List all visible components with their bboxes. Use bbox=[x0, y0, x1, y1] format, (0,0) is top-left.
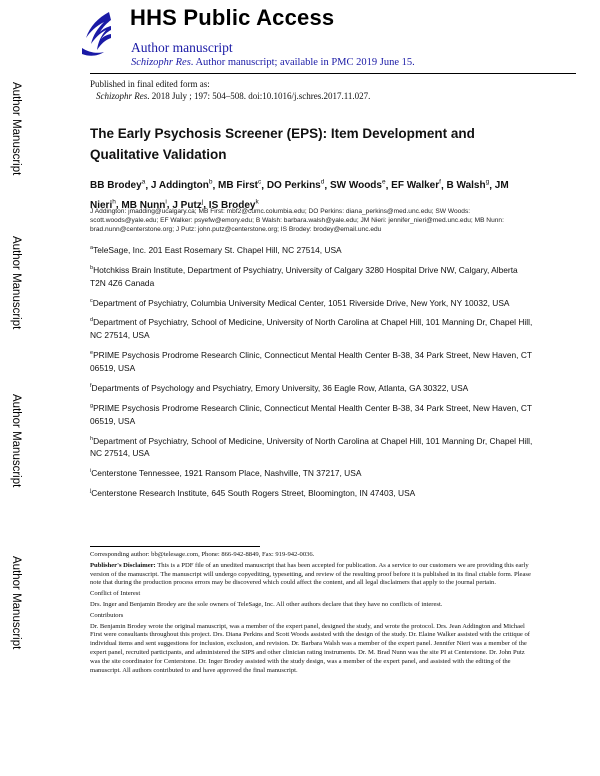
affiliation-mark: b bbox=[90, 264, 94, 271]
author-affiliation-mark: a bbox=[141, 179, 146, 186]
affiliation-text: Department of Psychiatry, Columbia University Medical Center, 1051 Riverside Drive, New York, NY 10032, USA bbox=[92, 297, 510, 308]
affiliation-list bbox=[90, 242, 535, 505]
affiliation bbox=[90, 400, 535, 428]
affiliation-text: Centerstone Tennessee, 1921 Ransom Place, Nashville, TN 37217, USA bbox=[91, 468, 362, 479]
affiliation-mark: h bbox=[90, 435, 94, 442]
conflict-text: Drs. Inger and Benjamin Brodey are the sole owners of TeleSage, Inc. All other authors declare that they have no conflicts of interest. bbox=[90, 600, 443, 608]
disclaimer-label: Publisher's Disclaimer: bbox=[90, 561, 156, 569]
author-affiliation-mark: d bbox=[320, 179, 325, 186]
affiliation-text: Department of Psychiatry, School of Medicine, University of North Carolina at Chapel Hill, 101 Manning Dr, Chapel Hill, NC 27514, USA bbox=[90, 317, 533, 341]
author-emails: J Addington: jmadding@ucalgary.ca; MB First: mbf2@cumc.columbia.edu; DO Perkins: diana_perkins@med.unc.edu; SW Woods: scott.woods@yale.edu; EF Walker: psyefw@emory.edu; B Walsh: barbara.walsh@yale.edu; JM Nieri: jennifer_nieri@med.unc.edu; MB Nunn: brad.nunn@centerstone.org; J Putz: john.putz@centerstone.org; IS Brodey: brodey@email.unc.edu bbox=[90, 208, 504, 233]
author-name: SW Woods bbox=[329, 180, 382, 192]
corresponding-author: Corresponding author: bb@telesage.com, Phone: 866-942-8849, Fax: 919-942-0036. bbox=[90, 551, 315, 558]
side-banner-3: Author Manuscript bbox=[10, 394, 22, 488]
published-citation bbox=[90, 90, 370, 102]
affiliation bbox=[90, 347, 535, 375]
header-citation-rest: . Author manuscript; available in PMC 2019 June 15. bbox=[190, 57, 415, 68]
affiliation bbox=[90, 465, 535, 480]
affiliation-mark: a bbox=[90, 245, 94, 251]
affiliation bbox=[90, 433, 535, 461]
author-name: IS Brodey bbox=[208, 199, 256, 211]
published-details: . 2018 July ; 197: 504–508. doi:10.1016/j.schres.2017.11.027. bbox=[147, 91, 371, 101]
affiliation bbox=[90, 485, 535, 500]
header-citation bbox=[131, 57, 415, 68]
author-name: MB Nunn bbox=[121, 199, 166, 211]
affiliation-mark: e bbox=[90, 350, 94, 357]
side-banner-2: Author Manuscript bbox=[10, 236, 22, 330]
author-affiliation-mark: e bbox=[381, 179, 386, 186]
author-affiliation-mark: b bbox=[208, 179, 213, 186]
conflict-label: Conflict of Interest bbox=[90, 590, 141, 598]
author bbox=[330, 180, 386, 191]
author-name: DO Perkins bbox=[266, 180, 321, 192]
header-journal: Schizophr Res bbox=[131, 57, 191, 68]
header-title: HHS Public Access bbox=[130, 5, 335, 30]
affiliation bbox=[90, 380, 535, 395]
published-label: Published in final edited form as: bbox=[90, 79, 210, 89]
author-name: MB First bbox=[218, 180, 259, 192]
affiliation-mark: d bbox=[90, 317, 94, 324]
author-name: J Addington bbox=[150, 180, 209, 192]
affiliation-text: Hotchkiss Brain Institute, Department of Psychiatry, University of Calgary 3280 Hospital Drive NW, Calgary, Alberta T2N 4Z6 Canada bbox=[90, 264, 518, 288]
disclaimer-text: This is a PDF file of an unedited manuscript that has been accepted for publication. As a service to our customers we are providing this early version of the manuscript. The manuscript will undergo copyediting, typesetting, and review of the resulting proof before it is published in its final citable form. Please note that during the production process errors may be discovered which could affect the content, and all legal disclaimers that apply to the journal pertain. bbox=[90, 561, 531, 587]
author bbox=[447, 180, 490, 191]
affiliation bbox=[90, 295, 535, 310]
contributors-label: Contributors bbox=[90, 611, 124, 619]
author-affiliation-mark: h bbox=[112, 198, 116, 206]
side-banner-1: Author Manuscript bbox=[10, 82, 22, 176]
contributors-text: Dr. Benjamin Brodey wrote the original manuscript, was a member of the expert panel, designed the study, and wrote the protocol. Drs. Jean Addington and Michael First were consultants throughout this project. Drs. Diana Perkins and Scott Woods assisted with the design of the study. Dr. Elaine Walker assisted with the critique of individual items and sent suggestions for inclusion, exclusion, and revision. Dr. Barbara Walsh was a member of the expert panel. Jennifer Nieri was a member of the expert panel, recruited participants, and administered the SIPS and other clinician rating instruments. Dr. M. Brad Nunn was the site PI at Centerstone. Dr. John Putz was the site coordinator for Centerstone. Dr. Inger Brodey assisted with the study design, was a member of the expert panel, and assisted with the editing of the manuscript. All authors contributed to and have approved the final manuscript. bbox=[90, 622, 530, 674]
hhs-eagle-logo-icon bbox=[76, 8, 116, 60]
author bbox=[151, 180, 213, 191]
affiliation-mark: i bbox=[90, 468, 92, 475]
affiliation bbox=[90, 262, 535, 290]
affiliation-text: PRIME Psychosis Prodrome Research Clinic, Connecticut Mental Health Center B-38, 34 Park Street, New Haven, CT 06519, USA bbox=[90, 349, 532, 373]
published-journal: Schizophr Res bbox=[96, 91, 148, 101]
affiliation-mark: g bbox=[90, 402, 94, 409]
published-info bbox=[90, 78, 370, 102]
author bbox=[90, 180, 145, 191]
affiliation bbox=[90, 242, 535, 257]
affiliation-text: Departments of Psychology and Psychiatry, Emory University, 36 Eagle Row, Atlanta, GA 30322, USA bbox=[91, 382, 469, 393]
author-name: B Walsh bbox=[446, 180, 486, 192]
affiliation-mark: j bbox=[90, 488, 92, 495]
author-affiliation-mark: f bbox=[439, 179, 441, 186]
author-affiliation-mark: c bbox=[258, 179, 262, 186]
affiliation-mark: c bbox=[90, 297, 93, 304]
affiliation-text: PRIME Psychosis Prodrome Research Clinic, Connecticut Mental Health Center B-38, 34 Park Street, New Haven, CT 06519, USA bbox=[90, 402, 532, 426]
author-name: JM Nieri bbox=[90, 180, 509, 211]
affiliation bbox=[90, 314, 535, 342]
publisher-disclaimer bbox=[90, 562, 535, 588]
author-name: J Putz bbox=[172, 199, 202, 211]
author-name: EF Walker bbox=[391, 180, 440, 192]
author-affiliation-mark: j bbox=[201, 198, 204, 206]
author-affiliation-mark: i bbox=[165, 198, 167, 206]
affiliation-mark: f bbox=[90, 382, 92, 389]
side-banner-4: Author Manuscript bbox=[10, 556, 22, 650]
author-affiliation-mark: g bbox=[485, 179, 490, 186]
footnotes bbox=[90, 551, 535, 677]
header-subtitle: Author manuscript bbox=[131, 40, 233, 55]
author bbox=[391, 180, 441, 191]
author-list: BB Brodey$^a$, J Addington$^b$, MB First$^c$, DO Perkins$^d$, SW Woods$^e$, EF Walker$^f$, B Walsh$^g$, JM Nieri$^h$, MB Nunn$^i$, J Putz$^j$, IS Brodey$^k$ bbox=[90, 179, 509, 211]
affiliation-text: Department of Psychiatry, School of Medicine, University of North Carolina at Chapel Hill, 101 Manning Dr, Chapel Hill, NC 27514, USA bbox=[90, 435, 533, 459]
affiliation-text: TeleSage, Inc. 201 East Rosemary St. Chapel Hill, NC 27514, USA bbox=[93, 244, 342, 255]
footnote-divider bbox=[90, 546, 260, 547]
author-affiliation-mark: k bbox=[255, 198, 259, 206]
author-name: BB Brodey bbox=[90, 180, 142, 192]
header-divider bbox=[90, 73, 576, 74]
article-title: The Early Psychosis Screener (EPS): Item Development and Qualitative Validation bbox=[90, 126, 475, 162]
author bbox=[267, 180, 325, 191]
affiliation-text: Centerstone Research Institute, 645 South Rogers Street, Bloomington, IN 47403, USA bbox=[91, 487, 416, 498]
author bbox=[218, 180, 261, 191]
